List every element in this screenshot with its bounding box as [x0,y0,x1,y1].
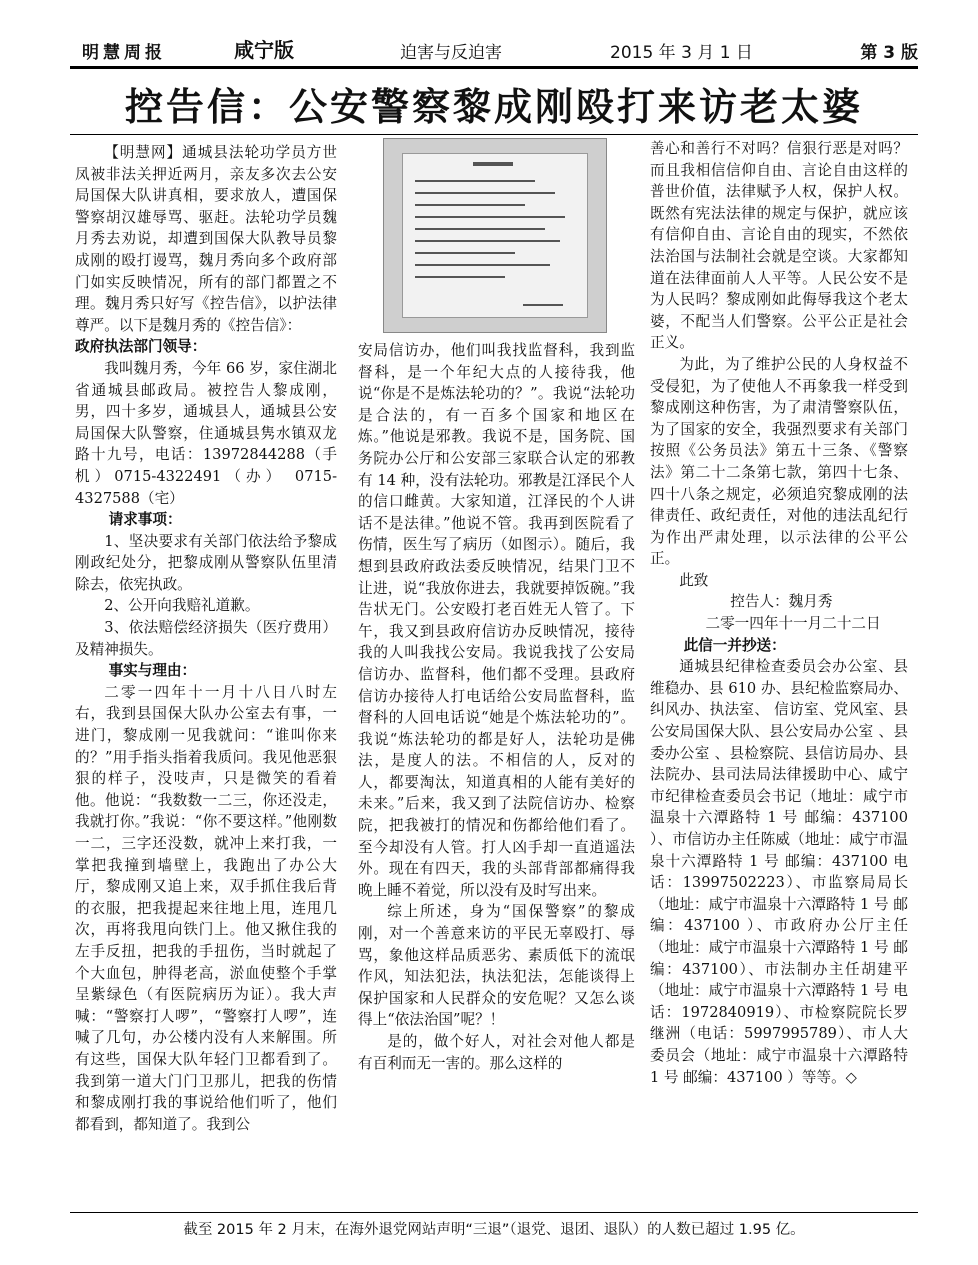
request-item: 1、坚决要求有关部门依法给予黎成刚政纪处分，把黎成刚从警察队伍里清除去，依宪执政。 [75,532,337,593]
handwriting-line [415,264,550,266]
signature-line: 控告人：魏月秀 [730,593,833,611]
section-label: 迫害与反迫害 [400,43,502,63]
handwriting-line [415,216,565,218]
footer-notice: 截至 2015 年 2 月末，在海外退党网站声明“三退”（退党、退团、退队）的人数已超过 1.95 亿。 [183,1222,805,1238]
page-header [70,34,918,68]
handwriting-line [415,180,535,182]
facts-heading: 事实与理由： [108,662,197,680]
signature-mark [523,304,563,306]
closing-salutation: 此致 [679,571,709,589]
article-column-1 [75,142,337,1135]
article-column-2 [358,340,635,1074]
cc-recipients-paragraph: 通城县纪律检查委员会办公室、县维稳办、县 610 办、县纪检监察局办、纠风办、执法室、 信访室、党风室、县公安局国保大队、县公安局办公室 、县委办公室 、县检察院、县信访局办、县法院办、县司法局法律援助中心、咸宁市纪律检查委员会书记（地址：咸宁市温泉十六潭路特 1 号 邮编：437100 ）、市信访办主任陈威（地址：咸宁市温泉十六潭路特 1 号 邮编：437100 电话：13997502223）、市监察局局长（地址：咸宁市温泉十六潭路特 1 号 邮编：437100 ）、市政府办公厅主任 （地址：咸宁市温泉十六潭路特 1 号 邮编：437100）、市法制办主任胡建平（地址：咸宁市温泉十六潭路特 1 号 电话：1972840919）、市检察院院长罗继洲（电话：5997995789）、市人大委员会（地址：咸宁市温泉十六潭路特 1 号 邮编：437100 ）等等。◇ [650,658,908,1086]
handwriting-line [415,228,545,230]
handwriting-line [415,276,505,278]
handwriting-line [415,192,555,194]
sheet-title-mark [473,162,513,166]
issue-date: 2015 年 3 月 1 日 [610,43,753,63]
letter-date: 二零一四年十一月二十二日 [705,615,881,633]
newspaper-name: 明慧周报 [82,43,166,63]
complainant-info-paragraph: 我叫魏月秀，今年 66 岁，家住湖北省通城县邮政局。被控告人黎成刚，男，四十多岁，通城县人，通城县公安局国保大队警察，住通城县隽水镇双龙路十九号，电话：13972844288（手机）0715-4322491（办） 0715-4327588（宅） [75,359,337,507]
handwriting-line [415,204,525,206]
request-item: 3、依法赔偿经济损失（医疗费用）及精神损失。 [75,619,337,658]
summary-paragraph: 综上所述，身为“国保警察”的黎成刚，对一个善意来访的平民无辜殴打、辱骂，象他这样品质恶劣、素质低下的流氓作风，知法犯法，执法犯法，怎能谈得上保护国家和人民群众的安危呢？又怎么谈得上“依法治国”呢？！ [358,903,635,1029]
request-item: 2、公开向我赔礼道歉。 [104,597,260,615]
intro-paragraph: 【明慧网】通城县法轮功学员方世凤被非法关押近两月，亲友多次去公安局国保大队讲真相，要求放人，遭国保警察胡汉雄辱骂、驱赶。法轮功学员魏月秀去劝说，却遭到国保大队教导员黎成刚的殴打谩骂，魏月秀向多个政府部门如实反映情况，所有的部门都置之不理。魏月秀只好写《控告信》，以护法律尊严。以下是魏月秀的《控告信》： [75,144,337,334]
demand-paragraph: 为此，为了维护公民的人身权益不受侵犯，为了使他人不再象我一样受到黎成刚这种伤害，为了肃清警察队伍，为了国家的安全，我强烈要求有关部门按照《公务员法》第五十三条、《警察法》第二十二条第七款，第四十七条、四十八条之规定，必须追究黎成刚的法律责任、政纪责任，对他的违法乱纪行为作出严肃处理，以示法律的公平公正。 [650,355,908,568]
page-number: 第 3 版 [860,43,918,63]
handwriting-line [415,240,560,242]
article-headline: 控告信：公安警察黎成刚殴打来访老太婆 [124,84,863,129]
article-column-3 [650,138,908,1088]
medical-record-photo [383,138,607,333]
body-continued-paragraph: 善心和善行不对吗？信狠行恶是对吗？而且我相信信仰自由、言论自由这样的普世价值，法律赋予人权，保护人权。既然有宪法法律的规定与保护，就应该有信仰自由、言论自由的现实，不然依法治国与法制社会就是空谈。大家都知道在法律面前人人平等。人民公安不是为人民吗？黎成刚如此侮辱我这个老太婆，不配当人们警察。公平公正是社会正义。 [650,140,908,352]
requests-heading: 请求事项： [108,511,182,529]
handwriting-line [415,252,515,254]
facts-continued-paragraph: 安局信访办，他们叫我找监督科，我到监督科，是一个年纪大点的人接待我，他说“你是不是炼法轮功的？”。我说“法轮功是合法的，有一百多个国家和地区在炼。”他说是邪教。我说不是，国务院、国务院办公厅和公安部三家联合认定的邪教有 14 种，没有法轮功。邪教是江泽民个人的信口雌黄。大家知道，江泽民的个人讲话不是法律。”他说不管。我再到医院看了伤情，医生写了病历（如图示）。随后，我想到县政府政法委反映情况，结果门卫不让进，说“我放你进去，我就要掉饭碗。”我告状无门。公安殴打老百姓无人管了。下午，我又到县政府信访办反映情况，接待我的人叫我找公安局。我说我找了公安局信访办、监督科，他们都不受理。县政府信访办接待人打电话给公安局监督科，监督科的人回电话说“她是个炼法轮功的”。我说“炼法轮功的都是好人，法轮功是佛法，是度人的法。不相信的人，反对的人，都要淘汰，知道真相的人能有美好的未来。”后来，我又到了法院信访办、检察院，把我被打的情况和伤都给他们看了。至今却没有人管。打人凶手却一直逍遥法外。现在有四天，我的头部背部都痛得我晚上睡不着觉，所以没有及时写出来。 [358,342,635,899]
facts-paragraph: 二零一四年十一月十八日八时左右，我到县国保大队办公室去有事，一进门，黎成刚一见我就问：“谁叫你来的？”用手指头指着我质问。我见他恶狠狠的样子，没吱声，只是微笑的看着他。他说：“我数数一二三，你还没走，我就打你。”我说：“你不要这样。”他刚数一二，三字还没数，就冲上来打我，一掌把我撞到墙壁上，我跑出了办公大厅，黎成刚又追上来，双手抓住我后背的衣服，把我提起来往地上甩，连甩几次，再将我甩向铁门上。他又揪住我的左手反扭，把我的手扭伤，当时就起了个大血包，肿得老高，淤血使整个手掌呈紫绿色（有医院病历为证）。我大声喊：“警察打人啰”，“警察打人啰”，连喊了几句，办公楼内没有人来解围。所有这些，国保大队年轻门卫都看到了。我到第一道大门门卫那儿，把我的伤情和黎成刚打我的事说给他们听了，他们都看到，都知道了。我到公 [75,683,337,1133]
medical-record-sheet [402,153,588,318]
edition-label: 咸宁版 [234,38,294,62]
cc-heading: 此信一并抄送： [683,636,786,654]
footer-rule [70,1212,918,1213]
salutation-heading: 政府执法部门领导： [75,338,207,356]
headline-rule [70,134,918,135]
body-paragraph: 是的，做个好人，对社会对他人都是有百利而无一害的。那么这样的 [358,1033,635,1072]
header-rule [70,66,918,69]
